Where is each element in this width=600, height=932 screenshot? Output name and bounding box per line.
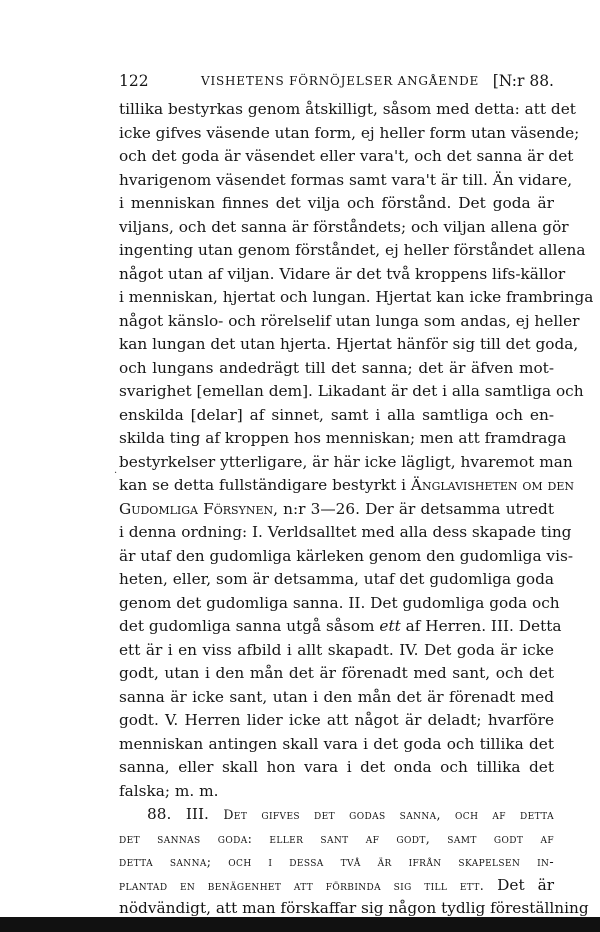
emphasis-tail: af Herren. III. Detta	[400, 617, 562, 635]
emphasis-word: ett	[379, 617, 401, 635]
text-line: godt, utan i den mån det är förenadt med sant, och det	[119, 664, 554, 682]
section-heading-after: Det är	[484, 875, 555, 894]
text-line: ett är i en viss afbild i allt skapadt. IV. Det goda är icke	[119, 640, 554, 659]
body-text	[119, 98, 594, 921]
text-line: viljans, och det sanna är förståndets; och viljan allena gör	[119, 217, 569, 236]
text-line: svarighet [emellan dem]. Likadant är det i alla samtliga och	[119, 382, 584, 400]
section-88-heading-line	[119, 874, 554, 898]
text-line: nödvändigt, att man förskaffar sig någon tydlig föreställning	[119, 899, 589, 917]
section-heading-1: Det gifves det godas sanna, och af detta	[223, 807, 554, 822]
text-line: tillika bestyrkas genom åtskilligt, såsom med detta: att det	[119, 100, 576, 118]
text-line: något utan af viljan. Vidare är det två kroppens lifs-källor	[119, 264, 566, 283]
text-line: och lungans andedrägt till det sanna; det är äfven mot-	[119, 358, 554, 377]
page-number: 122	[119, 72, 149, 90]
section-heading-2: det sannas goda: eller sant af godt, samt godt af	[119, 830, 554, 846]
running-title: VISHETENS FÖRNÖJELSER ANGÅENDE	[201, 74, 480, 88]
text-line: bestyrkelser ytterligare, är här icke lägligt, hvaremot man	[119, 452, 573, 471]
margin-mark: ·	[114, 468, 118, 479]
section-88-heading-line	[119, 827, 554, 851]
text-line: enskilda [delar] af sinnet, samt i alla samtliga och en-	[119, 405, 554, 424]
text-line: genom det gudomliga sanna. II. Det gudomliga goda och	[119, 593, 560, 612]
reference-title-a: Änglavisheten om den	[410, 476, 575, 494]
reference-tail: n:r 3—26. Der är detsamma utredt	[277, 499, 554, 518]
section-heading-3: detta sanna; och i dessa två är ifrån skapelsen in-	[119, 854, 554, 869]
text-line: i menniskan, hjertat och lungan. Hjertat kan icke frambringa	[119, 288, 594, 306]
reference-lead: kan se detta fullständigare bestyrkt i	[119, 476, 411, 494]
section-number: 88. III.	[147, 805, 209, 823]
text-line: kan lungan det utan hjerta. Hjertat hänför sig till det goda,	[119, 335, 579, 353]
text-line-reference-cont	[119, 498, 554, 522]
text-line: menniskan antingen skall vara i det goda och tillika det	[119, 734, 554, 753]
text-line: sanna är icke sant, utan i den mån det är förenadt med	[119, 687, 554, 706]
text-line: heten, eller, som är detsamma, utaf det gudomliga goda	[119, 570, 554, 588]
text-line: är utaf den gudomliga kärleken genom den gudomliga vis-	[119, 546, 573, 565]
paragraph-end: falska; m. m.	[119, 781, 219, 800]
text-line-reference	[119, 474, 575, 498]
emphasis-lead: det gudomliga sanna utgå såsom	[119, 617, 380, 635]
text-line: något känslo- och rörelselif utan lunga som andas, ej heller	[119, 311, 580, 330]
text-line: i menniskan finnes det vilja och förstånd. Det goda är	[119, 194, 554, 212]
text-line: ingenting utan genom förståndet, ej heller förståndet allena	[119, 241, 586, 259]
text-line: icke gifves väsende utan form, ej heller form utan väsende;	[119, 123, 580, 142]
section-88-heading-line	[119, 803, 554, 827]
text-line: skilda ting af kroppen hos menniskan; men att framdraga	[119, 429, 567, 447]
scan-bottom-edge	[0, 917, 600, 932]
text-line: sanna, eller skall hon vara i det onda och tillika det	[119, 758, 554, 776]
running-header	[119, 72, 554, 94]
section-heading-4: plantad en benägenhet att förbinda sig till ett.	[119, 877, 485, 893]
text-line: hvarigenom väsendet formas samt vara't är till. Än vidare,	[119, 170, 573, 189]
text-line: i denna ordning: I. Verldsalltet med alla dess skapade ting	[119, 523, 572, 541]
text-line-emphasis	[119, 615, 562, 639]
text-line: godt. V. Herren lider icke att något är deladt; hvarföre	[119, 711, 554, 729]
section-reference: [N:r 88.	[492, 72, 554, 90]
text-line: och det goda är väsendet eller vara't, och det sanna är det	[119, 147, 574, 165]
reference-title-b: Gudomliga Försynen,	[119, 499, 278, 518]
section-88-heading-line	[119, 850, 554, 874]
